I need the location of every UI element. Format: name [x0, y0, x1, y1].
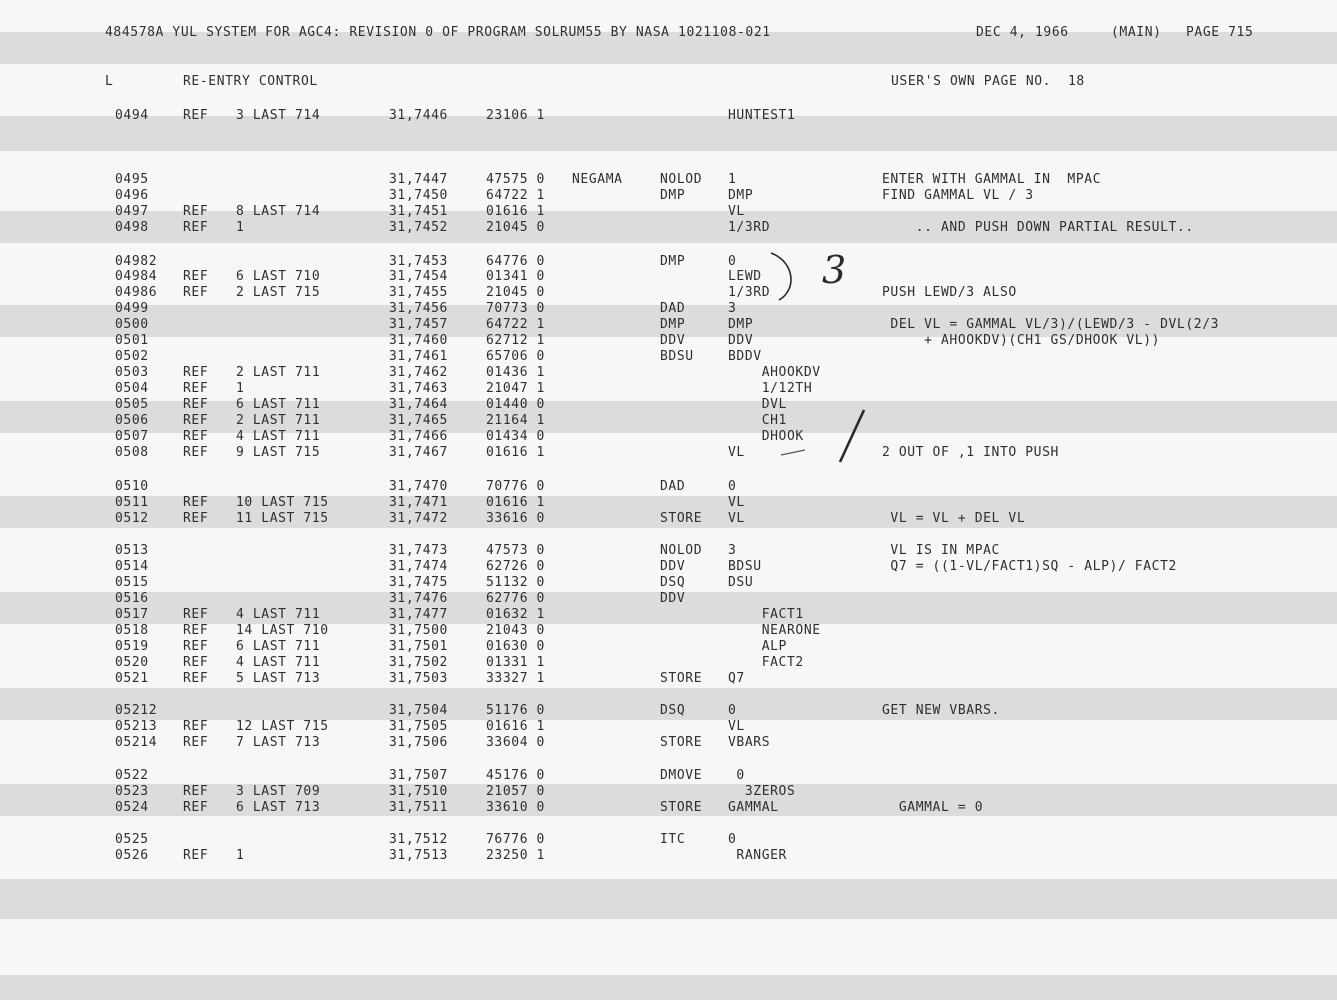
- opcode: STORE: [660, 671, 703, 686]
- address: 31,7475: [389, 575, 448, 590]
- symbol-label: NEGAMA: [572, 172, 623, 187]
- sequence-number: 0508: [115, 445, 149, 460]
- address: 31,7457: [389, 317, 448, 332]
- octal-word: 64722 1: [486, 188, 545, 203]
- opcode: DDV: [660, 333, 686, 348]
- address: 31,7500: [389, 623, 448, 638]
- ref-detail: 6 LAST 713: [236, 800, 321, 815]
- ref-keyword: REF: [183, 204, 209, 219]
- sequence-number: 0525: [115, 832, 149, 847]
- ref-keyword: REF: [183, 413, 209, 428]
- ref-keyword: REF: [183, 671, 209, 686]
- opcode: STORE: [660, 735, 703, 750]
- ref-detail: 5 LAST 713: [236, 671, 321, 686]
- octal-word: 51176 0: [486, 703, 545, 718]
- ref-detail: 4 LAST 711: [236, 607, 321, 622]
- ref-detail: 9 LAST 715: [236, 445, 321, 460]
- operand: DMP: [728, 188, 754, 203]
- address: 31,7474: [389, 559, 448, 574]
- address: 31,7507: [389, 768, 448, 783]
- operand: CH1: [728, 413, 787, 428]
- sequence-number: 0496: [115, 188, 149, 203]
- opcode: DMOVE: [660, 768, 703, 783]
- sequence-number: 0514: [115, 559, 149, 574]
- operand: VL: [728, 445, 745, 460]
- address: 31,7470: [389, 479, 448, 494]
- sequence-number: 0504: [115, 381, 149, 396]
- ref-keyword: REF: [183, 848, 209, 863]
- page-header-label: (MAIN): [1111, 25, 1162, 40]
- opcode: DSQ: [660, 703, 686, 718]
- ref-keyword: REF: [183, 381, 209, 396]
- octal-word: 70773 0: [486, 301, 545, 316]
- operand: VL: [728, 719, 745, 734]
- ref-keyword: REF: [183, 607, 209, 622]
- address: 31,7476: [389, 591, 448, 606]
- operand: AHOOKDV: [728, 365, 821, 380]
- comment: Q7 = ((1-VL/FACT1)SQ - ALP)/ FACT2: [882, 559, 1177, 574]
- operand: 0: [728, 479, 737, 494]
- sequence-number: 0516: [115, 591, 149, 606]
- comment: VL = VL + DEL VL: [882, 511, 1026, 526]
- octal-word: 33610 0: [486, 800, 545, 815]
- ref-keyword: REF: [183, 511, 209, 526]
- address: 31,7450: [389, 188, 448, 203]
- octal-word: 23250 1: [486, 848, 545, 863]
- operand: VBARS: [728, 735, 771, 750]
- ref-keyword: REF: [183, 269, 209, 284]
- ref-keyword: REF: [183, 495, 209, 510]
- address: 31,7456: [389, 301, 448, 316]
- octal-word: 01440 0: [486, 397, 545, 412]
- ref-keyword: REF: [183, 623, 209, 638]
- operand: 0: [728, 768, 745, 783]
- sequence-number: 0524: [115, 800, 149, 815]
- operand: DSU: [728, 575, 754, 590]
- opcode: DMP: [660, 254, 686, 269]
- sequence-number: 05213: [115, 719, 158, 734]
- octal-word: 21045 0: [486, 285, 545, 300]
- octal-word: 01616 1: [486, 204, 545, 219]
- octal-word: 76776 0: [486, 832, 545, 847]
- operand: NEARONE: [728, 623, 821, 638]
- octal-word: 21164 1: [486, 413, 545, 428]
- address: 31,7512: [389, 832, 448, 847]
- address: 31,7452: [389, 220, 448, 235]
- operand: RANGER: [728, 848, 787, 863]
- address: 31,7511: [389, 800, 448, 815]
- operand: VL: [728, 511, 745, 526]
- octal-word: 21047 1: [486, 381, 545, 396]
- handwritten-dash: [781, 450, 805, 455]
- operand: 1/12TH: [728, 381, 813, 396]
- ref-detail: 6 LAST 711: [236, 397, 321, 412]
- operand: VL: [728, 204, 745, 219]
- opcode: DSQ: [660, 575, 686, 590]
- sequence-number: 0513: [115, 543, 149, 558]
- ref-keyword: REF: [183, 365, 209, 380]
- ref-detail: 6 LAST 711: [236, 639, 321, 654]
- ref-keyword: REF: [183, 639, 209, 654]
- octal-word: 47573 0: [486, 543, 545, 558]
- sequence-number: 05214: [115, 735, 158, 750]
- octal-word: 62726 0: [486, 559, 545, 574]
- address: 31,7466: [389, 429, 448, 444]
- operand: FACT2: [728, 655, 804, 670]
- section-title: RE-ENTRY CONTROL: [183, 74, 318, 89]
- comment: + AHOOKDV)(CH1 GS/DHOOK VL)): [882, 333, 1161, 348]
- sequence-number: 05212: [115, 703, 158, 718]
- octal-word: 70776 0: [486, 479, 545, 494]
- address: 31,7506: [389, 735, 448, 750]
- ref-detail: 11 LAST 715: [236, 511, 329, 526]
- page-header-page: PAGE 715: [1186, 25, 1254, 40]
- sequence-number: 0501: [115, 333, 149, 348]
- ref-keyword: REF: [183, 655, 209, 670]
- address: 31,7471: [389, 495, 448, 510]
- opcode: DDV: [660, 559, 686, 574]
- operand: 0: [728, 832, 737, 847]
- octal-word: 33616 0: [486, 511, 545, 526]
- octal-word: 01341 0: [486, 269, 545, 284]
- log-marker: L: [105, 74, 114, 89]
- ref-detail: 14 LAST 710: [236, 623, 329, 638]
- operand: 0: [728, 703, 737, 718]
- handwritten-bracket: [771, 253, 791, 300]
- operand: HUNTEST1: [728, 108, 796, 123]
- sequence-number: 0510: [115, 479, 149, 494]
- address: 31,7462: [389, 365, 448, 380]
- address: 31,7503: [389, 671, 448, 686]
- opcode: ITC: [660, 832, 686, 847]
- address: 31,7455: [389, 285, 448, 300]
- sequence-number: 04982: [115, 254, 158, 269]
- opcode: STORE: [660, 511, 703, 526]
- sequence-number: 0498: [115, 220, 149, 235]
- address: 31,7446: [389, 108, 448, 123]
- address: 31,7465: [389, 413, 448, 428]
- octal-word: 33604 0: [486, 735, 545, 750]
- octal-word: 01616 1: [486, 719, 545, 734]
- octal-word: 01630 0: [486, 639, 545, 654]
- address: 31,7453: [389, 254, 448, 269]
- comment: GET NEW VBARS.: [882, 703, 1000, 718]
- ref-detail: 3 LAST 709: [236, 784, 321, 799]
- sequence-number: 0523: [115, 784, 149, 799]
- sequence-number: 0521: [115, 671, 149, 686]
- address: 31,7467: [389, 445, 448, 460]
- ref-keyword: REF: [183, 800, 209, 815]
- operand: 1: [728, 172, 737, 187]
- sequence-number: 0494: [115, 108, 149, 123]
- ref-detail: 1: [236, 848, 245, 863]
- octal-word: 64722 1: [486, 317, 545, 332]
- ref-keyword: REF: [183, 108, 209, 123]
- opcode: BDSU: [660, 349, 694, 364]
- octal-word: 62712 1: [486, 333, 545, 348]
- sequence-number: 0507: [115, 429, 149, 444]
- operand: BDDV: [728, 349, 762, 364]
- octal-word: 01331 1: [486, 655, 545, 670]
- operand: 3ZEROS: [728, 784, 796, 799]
- sequence-number: 0506: [115, 413, 149, 428]
- ref-detail: 8 LAST 714: [236, 204, 321, 219]
- octal-word: 01616 1: [486, 445, 545, 460]
- sequence-number: 0502: [115, 349, 149, 364]
- octal-word: 33327 1: [486, 671, 545, 686]
- octal-word: 21057 0: [486, 784, 545, 799]
- octal-word: 21045 0: [486, 220, 545, 235]
- octal-word: 45176 0: [486, 768, 545, 783]
- ref-detail: 6 LAST 710: [236, 269, 321, 284]
- address: 31,7505: [389, 719, 448, 734]
- ref-detail: 2 LAST 711: [236, 413, 321, 428]
- page-header-date: DEC 4, 1966: [976, 25, 1069, 40]
- ref-detail: 4 LAST 711: [236, 655, 321, 670]
- octal-word: 23106 1: [486, 108, 545, 123]
- ref-keyword: REF: [183, 429, 209, 444]
- address: 31,7502: [389, 655, 448, 670]
- address: 31,7464: [389, 397, 448, 412]
- address: 31,7510: [389, 784, 448, 799]
- opcode: NOLOD: [660, 543, 703, 558]
- comment: 2 OUT OF ,1 INTO PUSH: [882, 445, 1059, 460]
- operand: DVL: [728, 397, 787, 412]
- ref-detail: 2 LAST 711: [236, 365, 321, 380]
- opcode: STORE: [660, 800, 703, 815]
- comment: ENTER WITH GAMMAL IN MPAC: [882, 172, 1102, 187]
- operand: 3: [728, 543, 737, 558]
- operand: FACT1: [728, 607, 804, 622]
- address: 31,7454: [389, 269, 448, 284]
- sequence-number: 0500: [115, 317, 149, 332]
- ref-keyword: REF: [183, 445, 209, 460]
- sequence-number: 0505: [115, 397, 149, 412]
- comment: DEL VL = GAMMAL VL/3)/(LEWD/3 - DVL(2/3: [882, 317, 1220, 332]
- address: 31,7513: [389, 848, 448, 863]
- opcode: DAD: [660, 301, 686, 316]
- operand: BDSU: [728, 559, 762, 574]
- operand: DHOOK: [728, 429, 804, 444]
- sequence-number: 0511: [115, 495, 149, 510]
- own-page-number: USER'S OWN PAGE NO. 18: [891, 74, 1085, 89]
- sequence-number: 0497: [115, 204, 149, 219]
- address: 31,7451: [389, 204, 448, 219]
- sequence-number: 0503: [115, 365, 149, 380]
- sequence-number: 04984: [115, 269, 158, 284]
- operand: VL: [728, 495, 745, 510]
- sequence-number: 0519: [115, 639, 149, 654]
- address: 31,7447: [389, 172, 448, 187]
- ref-detail: 7 LAST 713: [236, 735, 321, 750]
- octal-word: 51132 0: [486, 575, 545, 590]
- comment: PUSH LEWD/3 ALSO: [882, 285, 1017, 300]
- ref-keyword: REF: [183, 220, 209, 235]
- octal-word: 01436 1: [486, 365, 545, 380]
- sequence-number: 04986: [115, 285, 158, 300]
- octal-word: 01616 1: [486, 495, 545, 510]
- opcode: DMP: [660, 188, 686, 203]
- comment: FIND GAMMAL VL / 3: [882, 188, 1034, 203]
- address: 31,7460: [389, 333, 448, 348]
- address: 31,7501: [389, 639, 448, 654]
- comment: GAMMAL = 0: [882, 800, 984, 815]
- address: 31,7504: [389, 703, 448, 718]
- operand: LEWD: [728, 269, 762, 284]
- handwritten-slash: [840, 410, 864, 462]
- page-header-left: 484578A YUL SYSTEM FOR AGC4: REVISION 0 OF PROGRAM SOLRUM55 BY NASA 1021108-021: [105, 25, 771, 40]
- octal-word: 64776 0: [486, 254, 545, 269]
- sequence-number: 0518: [115, 623, 149, 638]
- operand: ALP: [728, 639, 787, 654]
- opcode: NOLOD: [660, 172, 703, 187]
- comment: VL IS IN MPAC: [882, 543, 1000, 558]
- address: 31,7463: [389, 381, 448, 396]
- ref-keyword: REF: [183, 397, 209, 412]
- sequence-number: 0517: [115, 607, 149, 622]
- octal-word: 65706 0: [486, 349, 545, 364]
- octal-word: 62776 0: [486, 591, 545, 606]
- ref-keyword: REF: [183, 735, 209, 750]
- operand: 1/3RD: [728, 285, 771, 300]
- ref-detail: 3 LAST 714: [236, 108, 321, 123]
- octal-word: 21043 0: [486, 623, 545, 638]
- sequence-number: 0495: [115, 172, 149, 187]
- ref-detail: 4 LAST 711: [236, 429, 321, 444]
- operand: 1/3RD: [728, 220, 771, 235]
- ref-detail: 10 LAST 715: [236, 495, 329, 510]
- opcode: DAD: [660, 479, 686, 494]
- octal-word: 01434 0: [486, 429, 545, 444]
- operand: DMP: [728, 317, 754, 332]
- operand: DDV: [728, 333, 754, 348]
- ref-detail: 12 LAST 715: [236, 719, 329, 734]
- ref-detail: 1: [236, 220, 245, 235]
- sequence-number: 0512: [115, 511, 149, 526]
- opcode: DDV: [660, 591, 686, 606]
- operand: GAMMAL: [728, 800, 779, 815]
- ref-detail: 1: [236, 381, 245, 396]
- opcode: DMP: [660, 317, 686, 332]
- ref-detail: 2 LAST 715: [236, 285, 321, 300]
- sequence-number: 0520: [115, 655, 149, 670]
- operand: 3: [728, 301, 737, 316]
- octal-word: 01632 1: [486, 607, 545, 622]
- operand: 0: [728, 254, 737, 269]
- octal-word: 47575 0: [486, 172, 545, 187]
- ref-keyword: REF: [183, 719, 209, 734]
- address: 31,7473: [389, 543, 448, 558]
- ref-keyword: REF: [183, 285, 209, 300]
- sequence-number: 0499: [115, 301, 149, 316]
- sequence-number: 0522: [115, 768, 149, 783]
- sequence-number: 0526: [115, 848, 149, 863]
- comment: .. AND PUSH DOWN PARTIAL RESULT..: [882, 220, 1194, 235]
- operand: Q7: [728, 671, 745, 686]
- address: 31,7472: [389, 511, 448, 526]
- address: 31,7477: [389, 607, 448, 622]
- address: 31,7461: [389, 349, 448, 364]
- ref-keyword: REF: [183, 784, 209, 799]
- handwritten-number: 3: [822, 248, 847, 292]
- sequence-number: 0515: [115, 575, 149, 590]
